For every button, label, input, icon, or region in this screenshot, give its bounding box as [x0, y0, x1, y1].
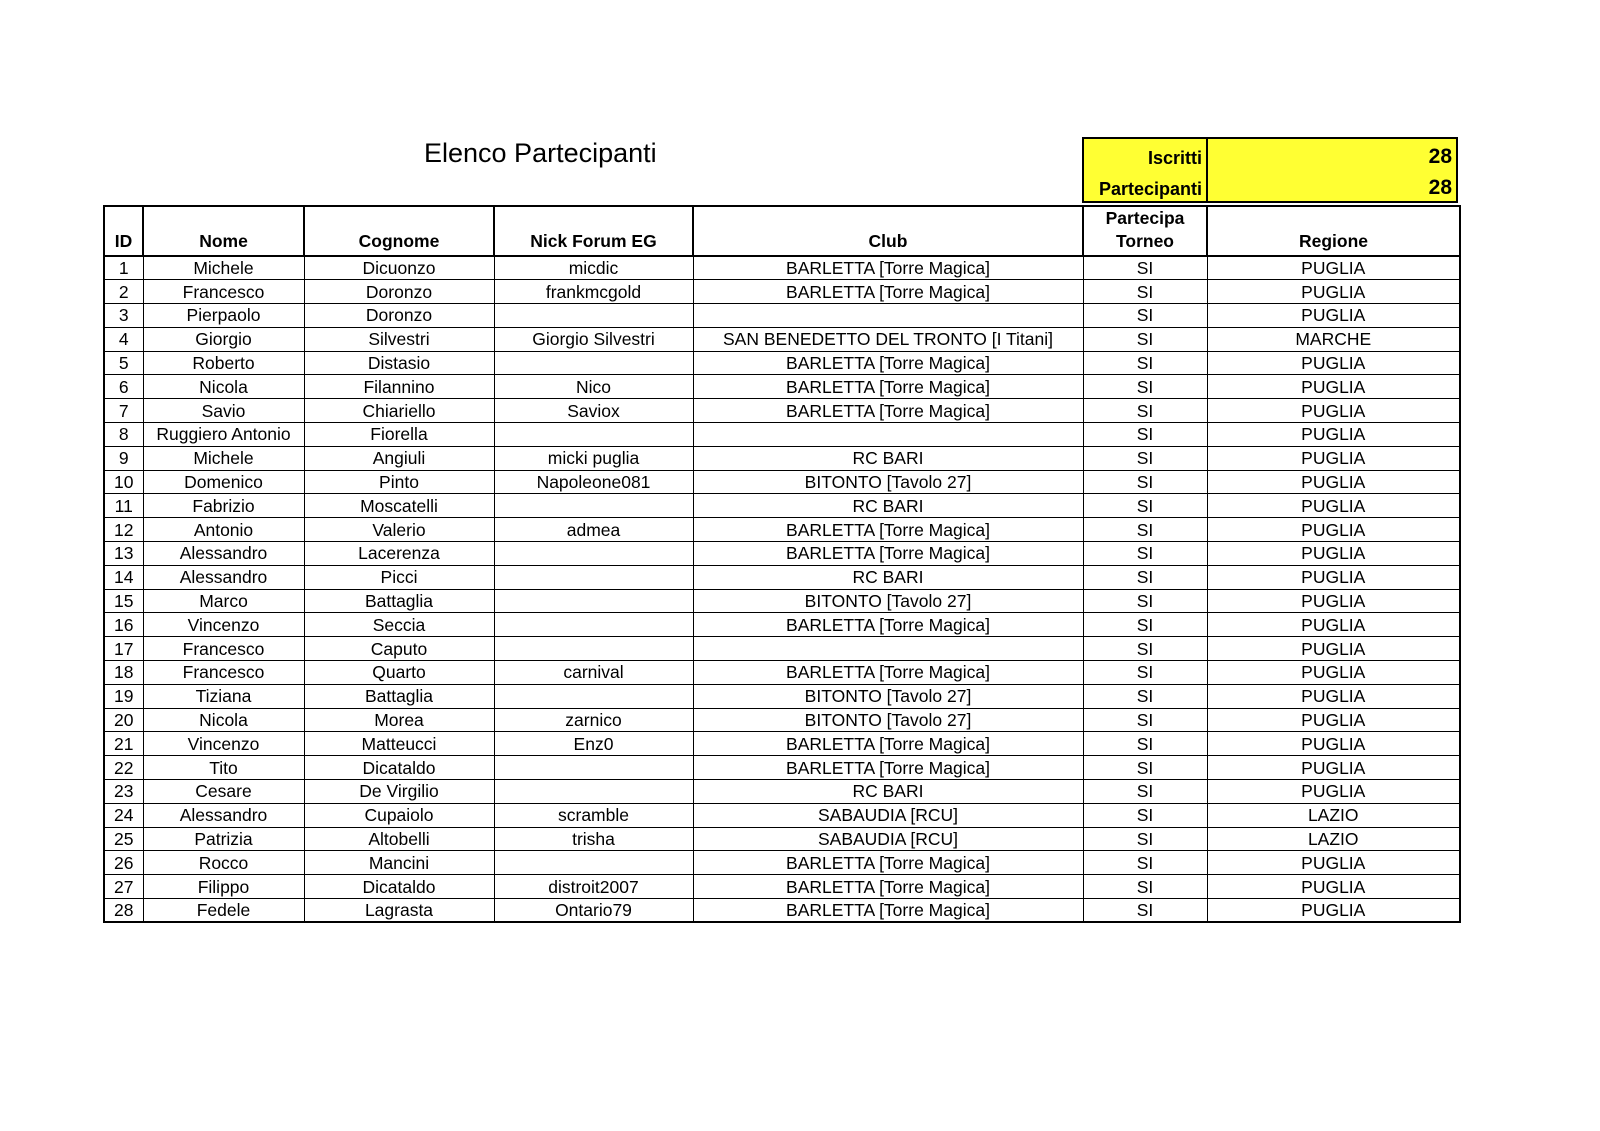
- cell-club: BARLETTA [Torre Magica]: [693, 732, 1083, 756]
- column-header-club: Club: [693, 206, 1083, 256]
- cell-cognome: Dicuonzo: [304, 256, 494, 280]
- cell-nick: admea: [494, 518, 693, 542]
- cell-cognome: Doronzo: [304, 304, 494, 328]
- column-header-partecipa: [1083, 206, 1207, 256]
- table-row: [104, 708, 1460, 732]
- cell-nome: Michele: [143, 256, 304, 280]
- cell-cognome: Chiariello: [304, 399, 494, 423]
- column-header-partecipa-line1: Partecipa: [1105, 208, 1185, 228]
- cell-partecipa: SI: [1083, 256, 1207, 280]
- cell-nome: Nicola: [143, 708, 304, 732]
- cell-partecipa: SI: [1083, 851, 1207, 875]
- cell-cognome: Battaglia: [304, 684, 494, 708]
- cell-club: RC BARI: [693, 446, 1083, 470]
- table-row: [104, 875, 1460, 899]
- column-header-nick: Nick Forum EG: [494, 206, 693, 256]
- cell-regione: PUGLIA: [1207, 470, 1460, 494]
- iscritti-label: Iscritti: [1084, 139, 1208, 170]
- cell-id: 26: [104, 851, 143, 875]
- cell-regione: PUGLIA: [1207, 732, 1460, 756]
- cell-nome: Savio: [143, 399, 304, 423]
- cell-nome: Fedele: [143, 899, 304, 923]
- cell-id: 23: [104, 780, 143, 804]
- cell-nick: [494, 351, 693, 375]
- column-header-partecipa-line2: Torneo: [1115, 231, 1174, 251]
- cell-nome: Alessandro: [143, 803, 304, 827]
- cell-partecipa: SI: [1083, 399, 1207, 423]
- cell-id: 6: [104, 375, 143, 399]
- cell-id: 15: [104, 589, 143, 613]
- table-row: [104, 803, 1460, 827]
- cell-partecipa: SI: [1083, 732, 1207, 756]
- cell-id: 20: [104, 708, 143, 732]
- cell-cognome: Picci: [304, 565, 494, 589]
- cell-club: SABAUDIA [RCU]: [693, 803, 1083, 827]
- cell-nick: scramble: [494, 803, 693, 827]
- table-row: [104, 851, 1460, 875]
- cell-partecipa: SI: [1083, 780, 1207, 804]
- cell-regione: PUGLIA: [1207, 899, 1460, 923]
- cell-regione: PUGLIA: [1207, 351, 1460, 375]
- cell-nome: Ruggiero Antonio: [143, 423, 304, 447]
- page-title: Elenco Partecipanti: [424, 138, 657, 168]
- cell-nome: Vincenzo: [143, 613, 304, 637]
- cell-cognome: Silvestri: [304, 327, 494, 351]
- cell-cognome: Valerio: [304, 518, 494, 542]
- cell-cognome: Moscatelli: [304, 494, 494, 518]
- cell-regione: PUGLIA: [1207, 756, 1460, 780]
- cell-nick: [494, 494, 693, 518]
- cell-nick: [494, 304, 693, 328]
- cell-partecipa: SI: [1083, 756, 1207, 780]
- cell-id: 9: [104, 446, 143, 470]
- cell-id: 14: [104, 565, 143, 589]
- cell-nome: Giorgio: [143, 327, 304, 351]
- cell-cognome: Quarto: [304, 661, 494, 685]
- cell-nome: Filippo: [143, 875, 304, 899]
- cell-regione: PUGLIA: [1207, 446, 1460, 470]
- cell-regione: PUGLIA: [1207, 304, 1460, 328]
- cell-nome: Michele: [143, 446, 304, 470]
- cell-partecipa: SI: [1083, 280, 1207, 304]
- cell-cognome: Morea: [304, 708, 494, 732]
- cell-club: BARLETTA [Torre Magica]: [693, 756, 1083, 780]
- cell-cognome: Dicataldo: [304, 756, 494, 780]
- partecipanti-label: Partecipanti: [1084, 170, 1208, 201]
- cell-nome: Tito: [143, 756, 304, 780]
- cell-nick: Giorgio Silvestri: [494, 327, 693, 351]
- column-header-cognome: Cognome: [304, 206, 494, 256]
- table-row: [104, 399, 1460, 423]
- cell-regione: MARCHE: [1207, 327, 1460, 351]
- cell-partecipa: SI: [1083, 375, 1207, 399]
- table-row: [104, 780, 1460, 804]
- cell-regione: PUGLIA: [1207, 589, 1460, 613]
- cell-cognome: Dicataldo: [304, 875, 494, 899]
- cell-nick: [494, 613, 693, 637]
- cell-partecipa: SI: [1083, 423, 1207, 447]
- cell-club: RC BARI: [693, 565, 1083, 589]
- cell-partecipa: SI: [1083, 327, 1207, 351]
- cell-nome: Cesare: [143, 780, 304, 804]
- cell-id: 4: [104, 327, 143, 351]
- cell-id: 22: [104, 756, 143, 780]
- cell-nome: Patrizia: [143, 827, 304, 851]
- cell-nick: distroit2007: [494, 875, 693, 899]
- table-row: [104, 661, 1460, 685]
- cell-club: SABAUDIA [RCU]: [693, 827, 1083, 851]
- cell-nick: [494, 542, 693, 566]
- cell-id: 25: [104, 827, 143, 851]
- cell-id: 13: [104, 542, 143, 566]
- cell-id: 3: [104, 304, 143, 328]
- cell-partecipa: SI: [1083, 661, 1207, 685]
- cell-id: 10: [104, 470, 143, 494]
- table-header-row: [104, 206, 1460, 256]
- cell-partecipa: SI: [1083, 494, 1207, 518]
- cell-partecipa: SI: [1083, 542, 1207, 566]
- cell-partecipa: SI: [1083, 565, 1207, 589]
- cell-partecipa: SI: [1083, 446, 1207, 470]
- cell-regione: PUGLIA: [1207, 280, 1460, 304]
- cell-id: 7: [104, 399, 143, 423]
- cell-id: 21: [104, 732, 143, 756]
- cell-regione: PUGLIA: [1207, 399, 1460, 423]
- cell-partecipa: SI: [1083, 613, 1207, 637]
- cell-id: 16: [104, 613, 143, 637]
- cell-club: [693, 637, 1083, 661]
- table-row: [104, 375, 1460, 399]
- table-body: [104, 256, 1460, 922]
- cell-nick: [494, 565, 693, 589]
- cell-id: 8: [104, 423, 143, 447]
- cell-nick: micdic: [494, 256, 693, 280]
- cell-nick: Saviox: [494, 399, 693, 423]
- table-row: [104, 327, 1460, 351]
- cell-regione: PUGLIA: [1207, 851, 1460, 875]
- cell-id: 2: [104, 280, 143, 304]
- cell-club: RC BARI: [693, 780, 1083, 804]
- cell-cognome: Seccia: [304, 613, 494, 637]
- cell-club: BARLETTA [Torre Magica]: [693, 351, 1083, 375]
- table-row: [104, 280, 1460, 304]
- table-row: [104, 256, 1460, 280]
- cell-nick: [494, 637, 693, 661]
- cell-id: 18: [104, 661, 143, 685]
- cell-club: BARLETTA [Torre Magica]: [693, 661, 1083, 685]
- cell-id: 11: [104, 494, 143, 518]
- cell-cognome: Fiorella: [304, 423, 494, 447]
- table-row: [104, 589, 1460, 613]
- cell-cognome: Filannino: [304, 375, 494, 399]
- cell-nome: Domenico: [143, 470, 304, 494]
- column-header-id: ID: [104, 206, 143, 256]
- column-header-nome: Nome: [143, 206, 304, 256]
- cell-regione: PUGLIA: [1207, 708, 1460, 732]
- cell-nome: Alessandro: [143, 565, 304, 589]
- cell-nick: zarnico: [494, 708, 693, 732]
- cell-regione: PUGLIA: [1207, 684, 1460, 708]
- table-row: [104, 470, 1460, 494]
- cell-nick: frankmcgold: [494, 280, 693, 304]
- cell-nick: [494, 851, 693, 875]
- cell-nick: [494, 589, 693, 613]
- cell-cognome: Pinto: [304, 470, 494, 494]
- cell-club: RC BARI: [693, 494, 1083, 518]
- cell-regione: PUGLIA: [1207, 637, 1460, 661]
- cell-nome: Vincenzo: [143, 732, 304, 756]
- cell-nick: [494, 780, 693, 804]
- cell-id: 28: [104, 899, 143, 923]
- table-row: [104, 613, 1460, 637]
- cell-nome: Francesco: [143, 637, 304, 661]
- cell-partecipa: SI: [1083, 637, 1207, 661]
- cell-regione: PUGLIA: [1207, 518, 1460, 542]
- cell-club: BITONTO [Tavolo 27]: [693, 470, 1083, 494]
- table-row: [104, 518, 1460, 542]
- participants-table: [103, 205, 1461, 923]
- table-row: [104, 542, 1460, 566]
- cell-nome: Francesco: [143, 280, 304, 304]
- cell-regione: PUGLIA: [1207, 780, 1460, 804]
- summary-box: [1082, 137, 1458, 203]
- cell-club: [693, 304, 1083, 328]
- cell-regione: PUGLIA: [1207, 256, 1460, 280]
- cell-regione: PUGLIA: [1207, 494, 1460, 518]
- cell-club: BITONTO [Tavolo 27]: [693, 684, 1083, 708]
- cell-cognome: Angiuli: [304, 446, 494, 470]
- cell-cognome: Doronzo: [304, 280, 494, 304]
- cell-club: BARLETTA [Torre Magica]: [693, 375, 1083, 399]
- cell-nome: Nicola: [143, 375, 304, 399]
- cell-nome: Roberto: [143, 351, 304, 375]
- cell-id: 12: [104, 518, 143, 542]
- cell-regione: PUGLIA: [1207, 661, 1460, 685]
- table-row: [104, 827, 1460, 851]
- cell-cognome: De Virgilio: [304, 780, 494, 804]
- cell-club: [693, 423, 1083, 447]
- cell-partecipa: SI: [1083, 684, 1207, 708]
- cell-club: BARLETTA [Torre Magica]: [693, 542, 1083, 566]
- cell-club: BARLETTA [Torre Magica]: [693, 613, 1083, 637]
- cell-regione: PUGLIA: [1207, 542, 1460, 566]
- cell-club: BARLETTA [Torre Magica]: [693, 256, 1083, 280]
- cell-cognome: Cupaiolo: [304, 803, 494, 827]
- cell-nick: trisha: [494, 827, 693, 851]
- cell-cognome: Distasio: [304, 351, 494, 375]
- table-row: [104, 756, 1460, 780]
- cell-nick: Ontario79: [494, 899, 693, 923]
- cell-regione: LAZIO: [1207, 827, 1460, 851]
- cell-nome: Alessandro: [143, 542, 304, 566]
- cell-partecipa: SI: [1083, 304, 1207, 328]
- cell-nome: Rocco: [143, 851, 304, 875]
- cell-club: BARLETTA [Torre Magica]: [693, 280, 1083, 304]
- cell-club: BARLETTA [Torre Magica]: [693, 851, 1083, 875]
- table-row: [104, 304, 1460, 328]
- cell-nome: Francesco: [143, 661, 304, 685]
- cell-partecipa: SI: [1083, 351, 1207, 375]
- cell-partecipa: SI: [1083, 827, 1207, 851]
- table-row: [104, 684, 1460, 708]
- cell-club: BARLETTA [Torre Magica]: [693, 899, 1083, 923]
- cell-id: 24: [104, 803, 143, 827]
- cell-nick: Napoleone081: [494, 470, 693, 494]
- partecipanti-value: 28: [1428, 176, 1452, 199]
- cell-club: BARLETTA [Torre Magica]: [693, 518, 1083, 542]
- cell-partecipa: SI: [1083, 899, 1207, 923]
- cell-id: 17: [104, 637, 143, 661]
- table-row: [104, 494, 1460, 518]
- cell-nome: Pierpaolo: [143, 304, 304, 328]
- iscritti-value: 28: [1428, 145, 1452, 168]
- cell-nick: carnival: [494, 661, 693, 685]
- cell-partecipa: SI: [1083, 708, 1207, 732]
- cell-cognome: Matteucci: [304, 732, 494, 756]
- cell-partecipa: SI: [1083, 589, 1207, 613]
- cell-id: 19: [104, 684, 143, 708]
- cell-nick: micki puglia: [494, 446, 693, 470]
- cell-cognome: Caputo: [304, 637, 494, 661]
- table-row: [104, 423, 1460, 447]
- cell-regione: PUGLIA: [1207, 375, 1460, 399]
- cell-cognome: Battaglia: [304, 589, 494, 613]
- cell-id: 1: [104, 256, 143, 280]
- cell-partecipa: SI: [1083, 803, 1207, 827]
- cell-club: BARLETTA [Torre Magica]: [693, 875, 1083, 899]
- cell-regione: PUGLIA: [1207, 423, 1460, 447]
- cell-cognome: Lacerenza: [304, 542, 494, 566]
- cell-nome: Tiziana: [143, 684, 304, 708]
- cell-nome: Antonio: [143, 518, 304, 542]
- table-row: [104, 732, 1460, 756]
- cell-regione: PUGLIA: [1207, 875, 1460, 899]
- cell-cognome: Lagrasta: [304, 899, 494, 923]
- column-header-regione: Regione: [1207, 206, 1460, 256]
- cell-club: BITONTO [Tavolo 27]: [693, 589, 1083, 613]
- cell-partecipa: SI: [1083, 518, 1207, 542]
- cell-nick: [494, 756, 693, 780]
- table-row: [104, 899, 1460, 923]
- cell-nome: Fabrizio: [143, 494, 304, 518]
- cell-nick: Enz0: [494, 732, 693, 756]
- cell-nick: [494, 684, 693, 708]
- cell-cognome: Altobelli: [304, 827, 494, 851]
- table-row: [104, 637, 1460, 661]
- cell-nome: Marco: [143, 589, 304, 613]
- cell-id: 5: [104, 351, 143, 375]
- table-row: [104, 565, 1460, 589]
- cell-nick: Nico: [494, 375, 693, 399]
- cell-nick: [494, 423, 693, 447]
- cell-regione: PUGLIA: [1207, 565, 1460, 589]
- table-row: [104, 446, 1460, 470]
- cell-partecipa: SI: [1083, 470, 1207, 494]
- cell-id: 27: [104, 875, 143, 899]
- cell-club: SAN BENEDETTO DEL TRONTO [I Titani]: [693, 327, 1083, 351]
- table-row: [104, 351, 1460, 375]
- cell-club: BITONTO [Tavolo 27]: [693, 708, 1083, 732]
- cell-cognome: Mancini: [304, 851, 494, 875]
- cell-partecipa: SI: [1083, 875, 1207, 899]
- cell-regione: PUGLIA: [1207, 613, 1460, 637]
- cell-club: BARLETTA [Torre Magica]: [693, 399, 1083, 423]
- cell-regione: LAZIO: [1207, 803, 1460, 827]
